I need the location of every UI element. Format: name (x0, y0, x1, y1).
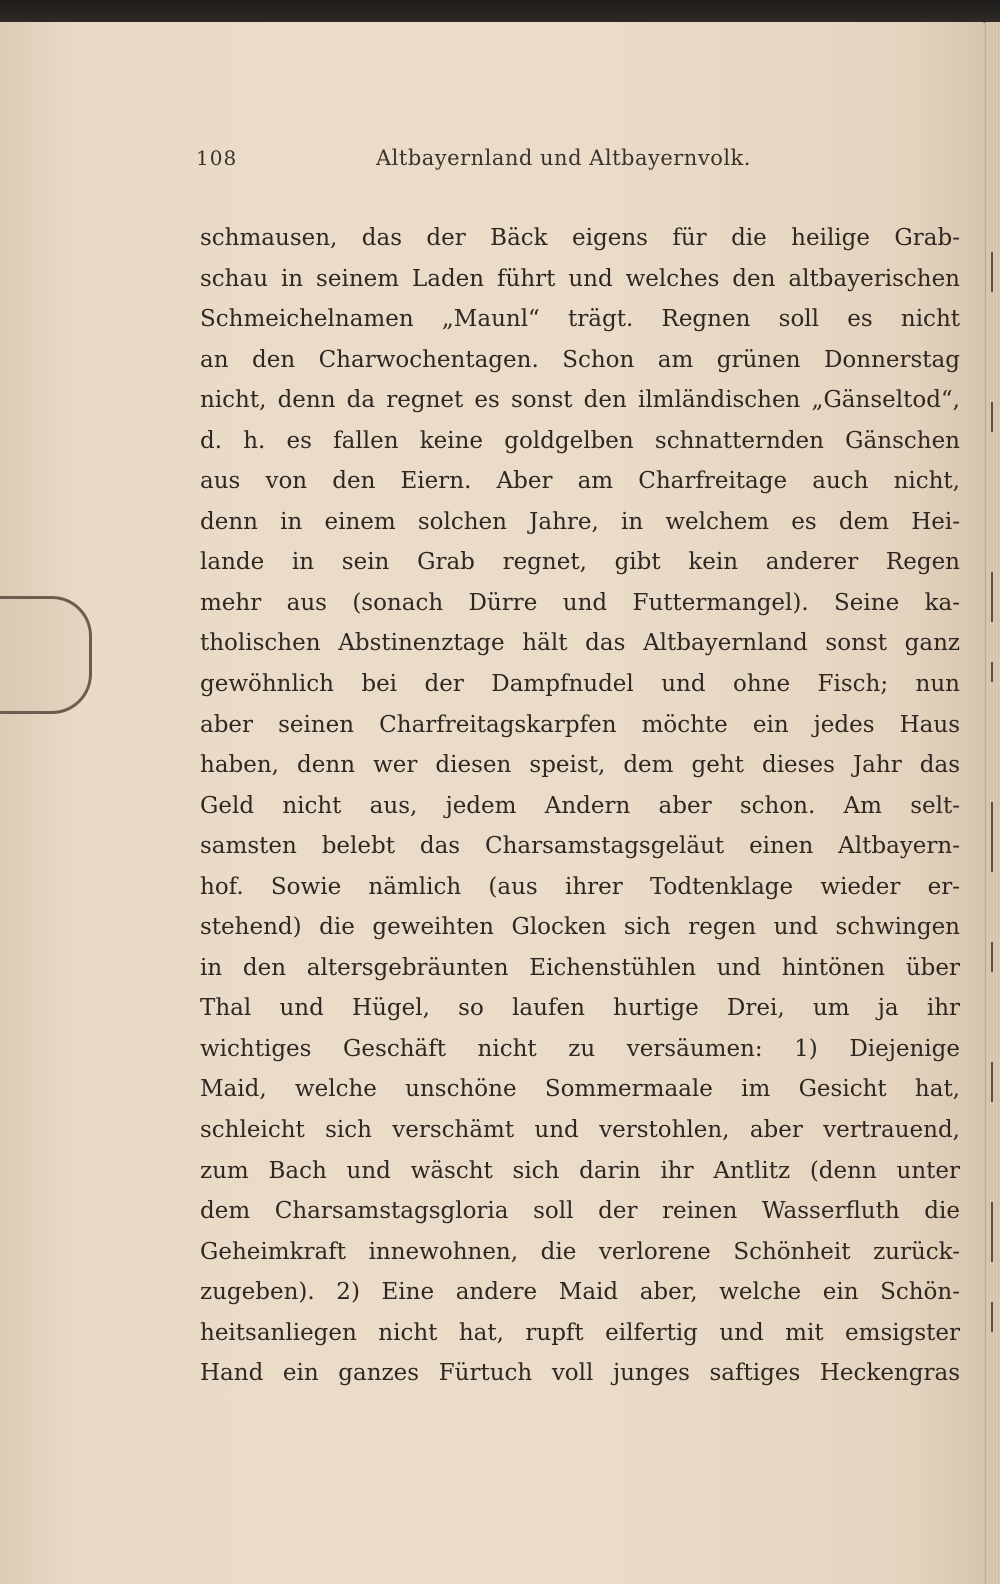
body-text (200, 218, 960, 1394)
edge-mark (991, 252, 993, 292)
text-line: tholischen Abstinenztage hält das Altbayernland sonst ganz (200, 630, 960, 657)
text-line: Schmeichelnamen „Maunl“ trägt. Regnen soll es nicht (200, 306, 960, 333)
page-header (196, 146, 966, 176)
text-line: Thal und Hügel, so laufen hurtige Drei, um ja ihr (200, 995, 960, 1022)
text-line: aus von den Eiern. Aber am Charfreitage auch nicht, (200, 468, 960, 495)
text-line: schau in seinem Laden führt und welches den altbayerischen (200, 265, 960, 292)
text-line: samsten belebt das Charsamstagsgeläut einen Altbayern- (200, 833, 960, 860)
text-line: stehend) die geweihten Glocken sich regen und schwingen (200, 914, 960, 941)
text-line: Hand ein ganzes Fürtuch voll junges saftiges Heckengras (200, 1360, 960, 1387)
page-fore-edge (985, 22, 1000, 1584)
text-line: wichtiges Geschäft nicht zu versäumen: 1) Diejenige (200, 1035, 960, 1062)
text-line: zum Bach und wäscht sich darin ihr Antlitz (denn unter (200, 1157, 960, 1184)
edge-mark (991, 402, 993, 432)
text-line: d. h. es fallen keine goldgelben schnatternden Gänschen (200, 427, 960, 454)
edge-mark (991, 1302, 993, 1332)
text-line: gewöhnlich bei der Dampfnudel und ohne Fisch; nun (200, 671, 960, 698)
text-line: schmausen, das der Bäck eigens für die heilige Grab- (200, 225, 960, 251)
edge-mark (991, 1202, 993, 1262)
edge-mark (991, 942, 993, 972)
text-line: haben, denn wer diesen speist, dem geht dieses Jahr das (200, 752, 960, 779)
text-line: mehr aus (sonach Dürre und Futtermangel). Seine ka- (200, 589, 960, 616)
text-line: Geheimkraft innewohnen, die verlorene Schönheit zurück- (200, 1238, 960, 1265)
text-line: hof. Sowie nämlich (aus ihrer Todtenklage wieder er- (200, 873, 960, 900)
text-line: schleicht sich verschämt und verstohlen, aber vertrauend, (200, 1117, 960, 1144)
text-line: Geld nicht aus, jedem Andern aber schon. Am selt- (200, 792, 960, 819)
text-line: nicht, denn da regnet es sonst den ilmländischen „Gänseltod“, (200, 387, 960, 414)
text-line: heitsanliegen nicht hat, rupft eilfertig und mit emsigster (200, 1319, 960, 1346)
edge-mark (991, 802, 993, 872)
bookmark-clip (0, 596, 92, 714)
page-number: 108 (196, 146, 238, 170)
text-line: zugeben). 2) Eine andere Maid aber, welche ein Schön- (200, 1279, 960, 1306)
text-line: in den altersgebräunten Eichenstühlen und hintönen über (200, 954, 960, 981)
text-line: dem Charsamstagsgloria soll der reinen Wasserfluth die (200, 1198, 960, 1225)
text-line: aber seinen Charfreitagskarpfen möchte ein jedes Haus (200, 711, 960, 738)
text-line: denn in einem solchen Jahre, in welchem es dem Hei- (200, 508, 960, 535)
edge-mark (991, 1062, 993, 1102)
text-line: an den Charwochentagen. Schon am grünen Donnerstag (200, 346, 960, 373)
running-head: Altbayernland und Altbayernvolk. (376, 146, 751, 170)
edge-mark (991, 572, 993, 622)
edge-mark (991, 662, 993, 682)
text-line: Maid, welche unschöne Sommermaale im Gesicht hat, (200, 1076, 960, 1103)
edge-marks (988, 242, 996, 1362)
text-line: lande in sein Grab regnet, gibt kein anderer Regen (200, 549, 960, 576)
